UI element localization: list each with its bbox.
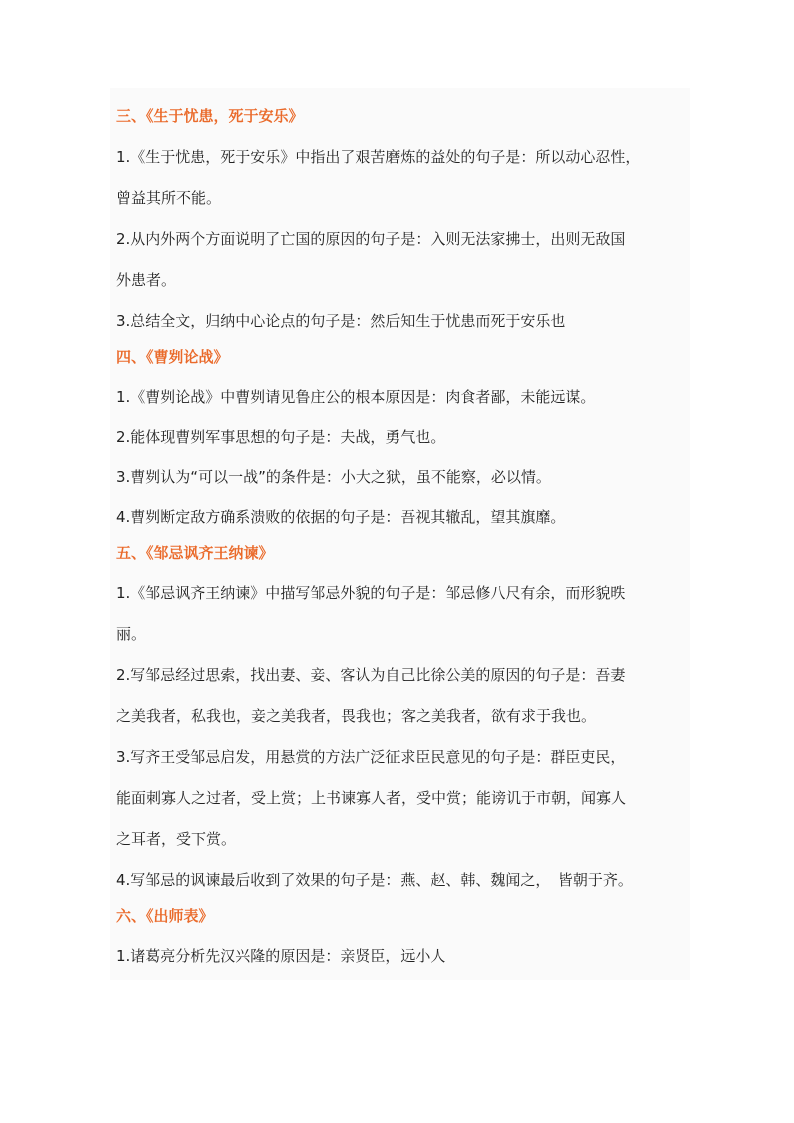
paragraph-line: 之耳者，受下赏。 <box>116 830 237 848</box>
paragraph-line: 2.写邹忌经过思索，找出妻、妾、客认为自己比徐公美的原因的句子是：吾妻 <box>116 666 626 684</box>
paragraph-line: 2.能体现曹刿军事思想的句子是：夫战，勇气也。 <box>116 428 446 446</box>
paragraph-line: 1.《曹刿论战》中曹刿请见鲁庄公的根本原因是：肉食者鄙，未能远谋。 <box>116 388 596 406</box>
paragraph-line: 4.曹刿断定敌方确系溃败的依据的句子是：吾视其辙乱，望其旗靡。 <box>116 508 566 526</box>
paragraph-line: 曾益其所不能。 <box>116 189 222 207</box>
paragraph-line: 2.从内外两个方面说明了亡国的原因的句子是：入则无法家拂士，出则无敌国 <box>116 230 626 248</box>
paragraph-line: 1.《邹忌讽齐王纳谏》中描写邹忌外貌的句子是：邹忌修八尺有余，而形貌昳 <box>116 584 626 602</box>
paragraph-line: 3.曹刿认为“可以一战”的条件是：小大之狱，虽不能察，必以情。 <box>116 468 551 486</box>
document-body <box>110 88 690 980</box>
paragraph-line: 3.总结全文，归纳中心论点的句子是：然后知生于忧患而死于安乐也 <box>116 312 566 330</box>
section-heading: 六、《出师表》 <box>116 907 214 925</box>
paragraph-line: 外患者。 <box>116 271 177 289</box>
section-heading: 五、《邹忌讽齐王纳谏》 <box>116 544 274 562</box>
paragraph-line: 之美我者，私我也，妾之美我者，畏我也；客之美我者，欲有求于我也。 <box>116 707 597 725</box>
paragraph-line: 能面刺寡人之过者，受上赏；上书谏寡人者，受中赏；能谤讥于市朝，闻寡人 <box>116 789 627 807</box>
section-heading: 四、《曹刿论战》 <box>116 348 229 366</box>
paragraph-line: 4.写邹忌的讽谏最后收到了效果的句子是：燕、赵、韩、魏闻之， 皆朝于齐。 <box>116 871 633 889</box>
section-heading: 三、《生于忧患，死于安乐》 <box>116 107 304 125</box>
paragraph-line: 丽。 <box>116 625 147 643</box>
paragraph-line: 1.《生于忧患，死于安乐》中指出了艰苦磨炼的益处的句子是：所以动心忍性， <box>116 148 641 166</box>
paragraph-line: 3.写齐王受邹忌启发，用悬赏的方法广泛征求臣民意见的句子是：群臣吏民， <box>116 748 626 766</box>
paragraph-line: 1.诸葛亮分析先汉兴隆的原因是：亲贤臣，远小人 <box>116 947 446 965</box>
